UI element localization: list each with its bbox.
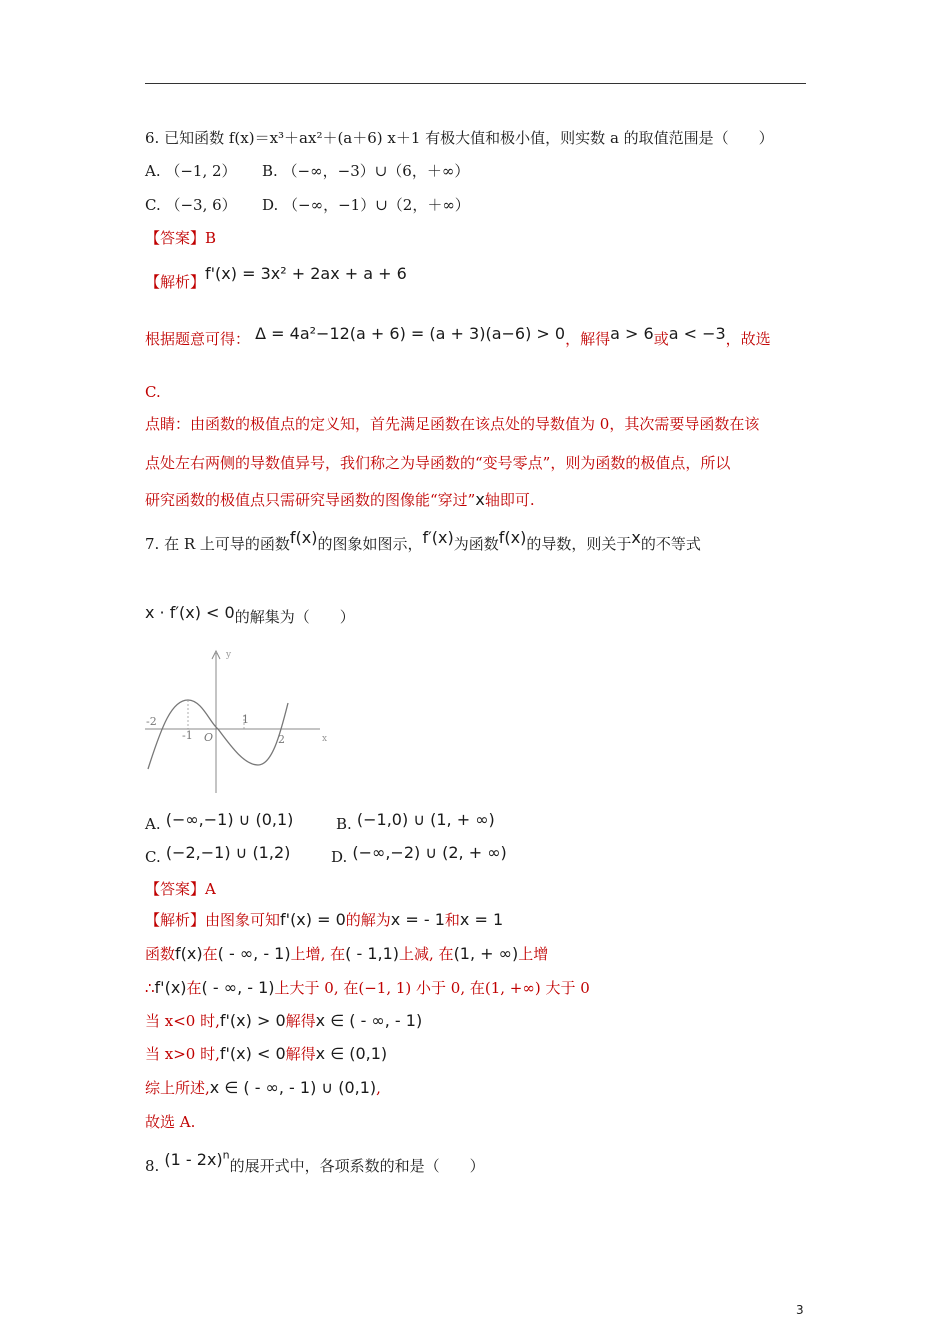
q7-fx: f(x) [289, 528, 318, 547]
q6-basis-line [145, 324, 771, 348]
q7-graph [140, 645, 335, 795]
q7-a2-t5: 上增 [518, 945, 549, 963]
q8-exponent: n [222, 1148, 230, 1162]
q7-answer: 【答案】A [145, 880, 216, 898]
q6-discriminant: Δ = 4a²−12(a + 6) = (a + 3)(a−6) > 0 [255, 324, 566, 343]
q6-choice: C. [145, 383, 161, 401]
q7-a4-r: x ∈ ( - ∞, - 1) [315, 1011, 423, 1030]
graph-label-neg2: -2 [146, 715, 157, 728]
q6-option-a: A. （−1, 2） [145, 162, 237, 180]
q6-option-b: B. （−∞，−3）∪（6，＋∞） [262, 162, 470, 180]
q6-note-text-a: 研究函数的极值点只需研究导函数的图像能“穿过” [145, 491, 476, 509]
q7-a2-fx: f(x) [175, 944, 203, 963]
q7-option-b-row [336, 810, 495, 833]
q6-option-c: C. （−3, 6） [145, 196, 237, 214]
q7-a2-i3: (1, + ∞) [453, 944, 519, 963]
q7-option-d: (−∞,−2) ∪ (2, + ∞) [352, 843, 507, 862]
q6-option-d: D. （−∞，−1）∪（2，＋∞） [262, 196, 470, 214]
q7-options-row-1 [145, 810, 294, 833]
q7-a1-and: 和 [444, 911, 460, 929]
q7-a2-t1: 函数 [145, 945, 176, 963]
q6-note-x: x [475, 490, 485, 509]
q7-stem-text-4: 的导数，则关于 [526, 535, 632, 553]
q7-a2-t4: 上减, 在 [399, 945, 454, 963]
q7-option-d-row [331, 843, 507, 866]
q6-analysis-line [145, 264, 407, 291]
q7-a1-sol2: x = 1 [459, 910, 504, 929]
q6-derivative: f'(x) = 3x² + 2ax + a + 6 [205, 264, 407, 283]
q7-a1-sol1: x = - 1 [390, 910, 445, 929]
q7-a5-t1: 当 x>0 时, [145, 1045, 220, 1063]
q7-a5-eq: f'(x) < 0 [219, 1044, 286, 1063]
q8-line [145, 1148, 485, 1175]
q6-choose-text: ，故选 [725, 330, 771, 348]
q7-a3-f: f'(x) [154, 978, 187, 997]
q7-stem-text-3: 为函数 [453, 535, 499, 553]
graph-label-neg1: -1 [182, 729, 193, 742]
q7-a2-i1: ( - ∞, - 1) [217, 944, 291, 963]
q8-text: 的展开式中，各项系数的和是（ ） [229, 1157, 485, 1175]
q7-option-c-label: C. [145, 848, 161, 866]
graph-label-1: 1 [242, 713, 249, 726]
q7-a6-t1: 综上所述, [145, 1079, 210, 1097]
graph-label-2: 2 [278, 733, 285, 746]
q7-inequality-line [145, 603, 355, 626]
q7-a6-r: x ∈ ( - ∞, - 1) ∪ (0,1) [209, 1078, 377, 1097]
graph-y-label: y [226, 650, 232, 660]
q6-or-text: 或 [653, 330, 669, 348]
q7-a6-t2: , [376, 1079, 381, 1097]
q7-option-b-label: B. [336, 815, 352, 833]
q7-fpx: f′(x) [422, 528, 454, 547]
q6-answer: 【答案】B [145, 229, 217, 247]
q7-a3-t1: ∴ [145, 979, 155, 997]
graph-x-label: x [322, 734, 328, 744]
q8-expression: (1 - 2x) [164, 1150, 223, 1169]
q7-a4-t1: 当 x<0 时, [145, 1012, 220, 1030]
q7-analysis-label: 【解析】 [145, 911, 206, 929]
q7-stem-text-5: 的不等式 [640, 535, 701, 553]
q7-option-b: (−1,0) ∪ (1, + ∞) [356, 810, 495, 829]
q7-a3-i1: ( - ∞, - 1) [201, 978, 275, 997]
q7-stem-line [145, 528, 701, 553]
q6-solution-1: a > 6 [610, 324, 654, 343]
q7-a1-text2: 的解为 [345, 911, 391, 929]
q7-analysis-line-6 [145, 1078, 381, 1098]
q6-analysis-label: 【解析】 [145, 273, 206, 291]
q7-a1-eq: f'(x) = 0 [280, 910, 346, 929]
q7-option-a-label: A. [145, 815, 161, 833]
q7-inequality: x · f′(x) < 0 [145, 603, 235, 622]
q7-fx-2: f(x) [498, 528, 527, 547]
q7-analysis-line-4 [145, 1011, 422, 1031]
q7-a5-r: x ∈ (0,1) [315, 1044, 388, 1063]
q7-final-choice: 故选 A. [145, 1113, 196, 1131]
page-number: 3 [796, 1303, 804, 1317]
q6-solution-2: a < −3 [668, 324, 726, 343]
q7-options-row-2 [145, 843, 291, 866]
q7-option-d-label: D. [331, 848, 348, 866]
q7-a2-i2: ( - 1,1) [345, 944, 400, 963]
q7-a4-t2: 解得 [285, 1012, 316, 1030]
q6-note-text-b: 轴即可. [484, 491, 535, 509]
header-rule [145, 83, 806, 84]
graph-label-origin: O [204, 731, 214, 744]
q7-stem-text-2: 的图象如图示， [317, 535, 423, 553]
q6-note-line-2: 点处左右两侧的导数值异号，我们称之为导函数的“变号零点”，则为函数的极值点，所以 [145, 454, 731, 472]
q7-stem-text-1: 7. 在 R 上可导的函数 [145, 535, 290, 553]
q8-number: 8. [145, 1157, 160, 1175]
q7-a2-t3: 上增, 在 [290, 945, 346, 963]
q7-analysis-line-2 [145, 944, 548, 964]
q7-a4-eq: f'(x) > 0 [219, 1011, 286, 1030]
q7-a2-t2: 在 [202, 945, 218, 963]
q7-a3-t3: 上大于 0, 在(−1, 1) 小于 0, 在(1, +∞) 大于 0 [274, 979, 590, 997]
q7-a3-t2: 在 [186, 979, 202, 997]
q6-note-line-3 [145, 490, 535, 510]
q7-a1-text: 由图象可知 [205, 911, 281, 929]
q6-note-line-1: 点睛：由函数的极值点的定义知，首先满足函数在该点处的导数值为 0，其次需要导函数在该 [145, 415, 760, 433]
q7-analysis-line-1 [145, 910, 503, 930]
q7-a5-t2: 解得 [285, 1045, 316, 1063]
q7-analysis-line-3 [145, 978, 590, 998]
q6-basis-prefix: 根据题意可得： [145, 330, 251, 348]
q6-stem: 6. 已知函数 f(x)＝x³＋ax²＋(a＋6) x＋1 有极大值和极小值，则实数 a 的取值范围是（ ） [145, 129, 774, 147]
q6-solve-text: ，解得 [565, 330, 611, 348]
q7-inequality-tail: 的解集为（ ） [234, 608, 355, 626]
q7-analysis-line-5 [145, 1044, 387, 1064]
q7-x: x [631, 528, 641, 547]
q7-option-c: (−2,−1) ∪ (1,2) [165, 843, 291, 862]
q7-option-a: (−∞,−1) ∪ (0,1) [165, 810, 294, 829]
graph-curve [148, 700, 288, 769]
